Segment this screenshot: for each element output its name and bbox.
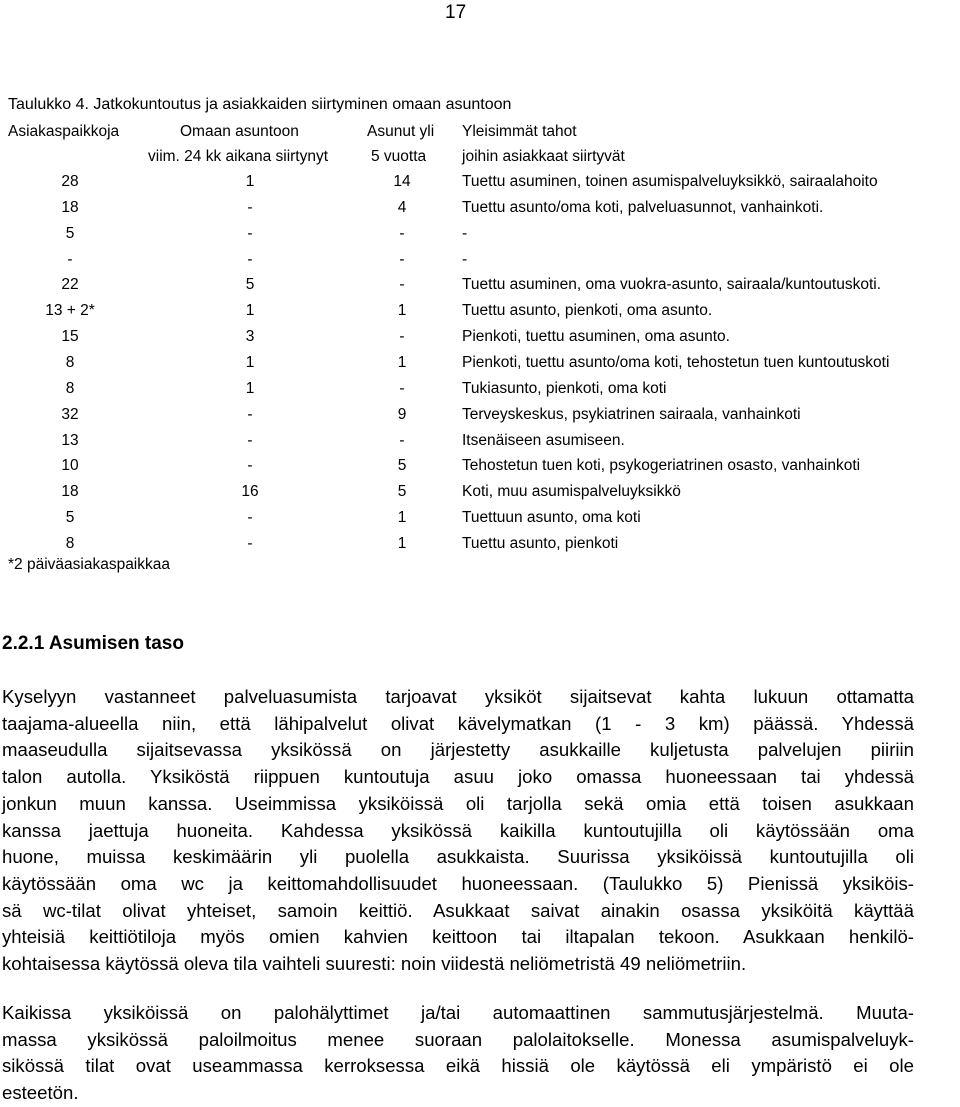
cell-over5: -	[399, 224, 405, 242]
cell-moved: 3	[245, 328, 255, 346]
paragraph-line: yhteisiä keittiötiloja myös omien kahvien keittoon tai iltapalan tekoon. Asukkaan henkilö-	[2, 926, 914, 948]
cell-over5: 9	[397, 405, 407, 423]
cell-moved: 1	[245, 353, 255, 371]
table-caption: Taulukko 4. Jatkokuntoutus ja asiakkaiden siirtyminen omaan asuntoon	[8, 96, 512, 113]
table-row	[0, 406, 960, 432]
paragraph-line: talon autolla. Yksiköstä riippuen kuntoutuja asuu joko omassa huoneessaan tai yhdessä	[2, 766, 914, 788]
table-row	[0, 328, 960, 354]
header-destinations-line2: joihin asiakkaat siirtyvät	[462, 148, 625, 165]
paragraph-line: käytössään oma wc ja keittomahdollisuudet huoneessaan. (Taulukko 5) Pienissä yksiköis-	[2, 872, 914, 894]
cell-destinations: Itsenäiseen asumiseen.	[462, 431, 625, 449]
paragraph-line: kohtaisessa käytössä oleva tila vaihteli suuresti: noin viidestä neliömetristä 49 neliömetriin.	[2, 953, 747, 975]
cell-places: 32	[61, 405, 79, 423]
cell-over5: 1	[397, 353, 407, 371]
cell-places: 22	[61, 276, 79, 294]
cell-places: 5	[65, 224, 75, 242]
header-moved-line1: Omaan asuntoon	[180, 123, 299, 140]
cell-moved: 16	[241, 483, 259, 501]
cell-places: 8	[65, 534, 75, 552]
section-heading: 2.2.1 Asumisen taso	[2, 633, 184, 654]
cell-destinations: Koti, muu asumispalveluyksikkö	[462, 483, 681, 501]
cell-moved: 1	[245, 173, 255, 190]
page-number: 17	[445, 2, 467, 23]
cell-over5: 1	[397, 509, 407, 527]
table-row	[0, 199, 960, 225]
paragraph-line: sikössä tilat ovat useammassa kerroksessa eikä hissiä ole käytössä eli ympäristö ei ole	[2, 1055, 914, 1077]
paragraph-housing-level	[2, 684, 914, 978]
cell-moved: -	[247, 224, 253, 242]
cell-moved: -	[247, 509, 253, 527]
header-places: Asiakaspaikkoja	[8, 123, 120, 140]
cell-destinations: -	[462, 250, 468, 268]
table-row	[0, 251, 960, 277]
cell-destinations: Tuettu asuminen, oma vuokra-asunto, sairaala/kuntoutuskoti.	[462, 276, 882, 294]
cell-over5: -	[399, 328, 405, 346]
cell-places: -	[67, 250, 73, 268]
cell-places: 5	[65, 509, 75, 527]
cell-moved: 5	[245, 276, 255, 294]
paragraph-line: Kyselyyn vastanneet palveluasumista tarjoavat yksiköt sijaitsevat kahta lukuun ottamatta	[2, 686, 914, 707]
cell-places: 8	[65, 353, 75, 371]
table-row	[0, 509, 960, 535]
cell-destinations: Tuettu asuminen, toinen asumispalveluyksikkö, sairaalahoito	[462, 173, 878, 190]
cell-destinations: Pienkoti, tuettu asunto/oma koti, tehostetun tuen kuntoutuskoti	[462, 353, 890, 371]
cell-moved: -	[247, 457, 253, 475]
cell-destinations: Terveyskeskus, psykiatrinen sairaala, vanhainkoti	[462, 405, 801, 423]
header-over5-line1: Asunut yli	[367, 123, 435, 140]
cell-moved: 1	[245, 302, 255, 320]
cell-places: 10	[61, 457, 79, 475]
paragraph-line: sä wc-tilat olivat yhteiset, samoin keittiö. Asukkaat saivat ainakin osassa yksiköitä käyttää	[2, 899, 914, 921]
cell-over5: -	[399, 250, 405, 268]
cell-moved: -	[247, 534, 253, 552]
cell-places: 18	[61, 483, 79, 501]
cell-destinations: Tehostetun tuen koti, psykogeriatrinen osasto, vanhainkoti	[462, 457, 861, 475]
cell-destinations: Tuettu asunto, pienkoti, oma asunto.	[462, 302, 713, 320]
cell-destinations: Pienkoti, tuettu asuminen, oma asunto.	[462, 328, 730, 346]
header-over5-line2: 5 vuotta	[371, 148, 427, 165]
cell-moved: -	[247, 250, 253, 268]
paragraph-line: kanssa jaettuja huoneita. Kahdessa yksikössä kaikilla kuntoutujilla oli käytössään oma	[2, 819, 914, 841]
cell-over5: 5	[397, 457, 407, 475]
paragraph-line: huone, muissa keskimäärin yli puolella asukkaista. Suurissa yksiköissä kuntoutujilla oli	[2, 846, 914, 868]
table-row	[0, 173, 960, 199]
cell-places: 18	[61, 198, 79, 216]
table-row	[0, 483, 960, 509]
header-moved-line2: viim. 24 kk aikana siirtynyt	[148, 148, 329, 165]
cell-moved: 1	[245, 379, 255, 397]
cell-over5: 14	[393, 173, 411, 190]
table-row	[0, 354, 960, 380]
cell-over5: -	[399, 379, 405, 397]
table-row	[0, 276, 960, 302]
cell-places: 15	[61, 328, 79, 346]
cell-moved: -	[247, 405, 253, 423]
header-destinations-line1: Yleisimmät tahot	[462, 123, 577, 140]
cell-destinations: Tuettu asunto, pienkoti	[462, 534, 619, 552]
paragraph-line: massa yksikössä paloilmoitus menee suoraan palolaitokselle. Monessa asumispalveluyk-	[2, 1028, 914, 1050]
table-row	[0, 225, 960, 251]
table-footnote: *2 päiväasiakaspaikkaa	[8, 556, 170, 573]
paragraph-line: esteetön.	[2, 1082, 79, 1104]
cell-destinations: Tuettuun asunto, oma koti	[462, 509, 641, 527]
cell-destinations: Tuettu asunto/oma koti, palveluasunnot, vanhainkoti.	[462, 198, 824, 216]
cell-over5: 1	[397, 302, 407, 320]
cell-over5: -	[399, 431, 405, 449]
paragraph-line: maaseudulla sijaitsevassa yksikössä on järjestetty asukkaille kuljetusta palvelujen piiriin	[2, 739, 914, 761]
cell-moved: -	[247, 198, 253, 216]
table-row	[0, 302, 960, 328]
cell-places: 8	[65, 379, 75, 397]
cell-destinations: -	[462, 224, 468, 242]
cell-over5: 4	[397, 198, 407, 216]
paragraph-line: taajama-alueella niin, että lähipalvelut olivat kävelymatkan (1 - 3 km) päässä. Yhdessä	[2, 712, 914, 734]
paragraph-fire-safety	[2, 1000, 914, 1107]
paragraph-line: jonkun muun kanssa. Useimmissa yksiköissä oli tarjolla sekä omia että toisen asukkaan	[2, 792, 914, 814]
cell-over5: 5	[397, 483, 407, 501]
cell-places: 13	[61, 431, 79, 449]
cell-moved: -	[247, 431, 253, 449]
table-row	[0, 380, 960, 406]
cell-destinations: Tukiasunto, pienkoti, oma koti	[462, 379, 667, 397]
cell-over5: -	[399, 276, 405, 294]
cell-over5: 1	[397, 534, 407, 552]
cell-places: 13 + 2*	[45, 302, 95, 320]
cell-places: 28	[61, 173, 79, 190]
table-row	[0, 457, 960, 483]
paragraph-line: Kaikissa yksiköissä on palohälyttimet ja/tai automaattinen sammutusjärjestelmä. Muuta-	[2, 1002, 914, 1023]
table-row	[0, 432, 960, 458]
